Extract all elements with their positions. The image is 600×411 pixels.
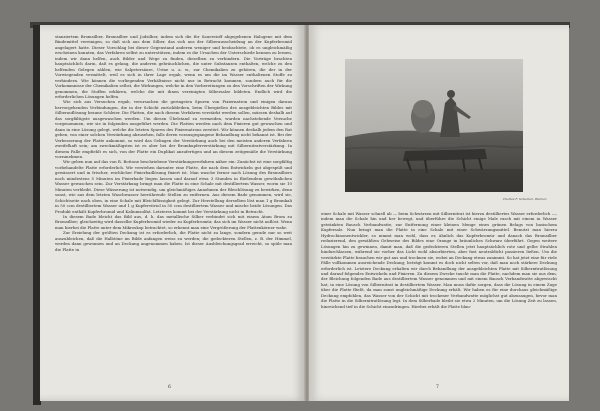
page-number: 7	[436, 385, 439, 390]
paragraph: Wir geben nun auf das von R. Bottone beschriebene Verstärkungsverfahren näher ein: Zunächst ist eine sorgfältig vorbehandelte Platte erforderlich. Wir verstehen darunter eine Platte, die nach dem Entwickeln gut abgespült und gewässert und in frischer, reichlicher Fixierbadlösung fixiert ist. Man wasche ferner nach Lösung des Bromsilbers noch mindestens 5 Minuten im Fixierbade liegen lassen und darauf etwa 3 Stunden in fließendem gewöhnlichen Wasser gewaschen sein. Zur Verstärkung bringt man die Platte in eine Schale mit destilliertem Wasser, worin sie 10 Minuten verbleibt. Diese Wässerung ist notwendig, um gleichmäßiges Annehmen der Bleichlösung zu bewirken, denn sonst, wie aus dem letzten Waschwasser herrührende Stellen zu entfernen. Aus diesem Bade genommen, wird sie, Schichtseite nach oben, in eine Schale mit Bleichflüssigkeit gelegt. Zur Herstellung derselben löst man 1 g Bromkali in 50 ccm destilliertem Wasser und 1 g Kupfervitriol in 50 ccm destilliertem Wasser und mische beide Lösungen. Das Produkt enthält Kupferbromid und Kaliumsulfat. Letzteres kommt bei der Verstärkung nicht in Betracht.	[55, 159, 292, 214]
right-page-text	[321, 211, 557, 379]
paragraph: einer Schale mit Wasser schnell ab — beim Schwärzen mit Silbernitrat ist hierzu destilliertes Wasser erforderlich —, indem man die Schale hin und her bewegt, und überführe die Schicht einige Male rasch mit einem in Wasser getränkten Bausch Verbandwatte, zur Entfernung einer kleinen Menge eines grünen Belags von basischem Kupfersalz. Nun bringt man die Platte in eine Schale mit einer Schwärzungsmittel. Benutzt man hierzu Hydrochinonentwickler, so nimmt man wohl, dass er, ähnlich das Kupferbromür und danach das Bromsilber reduzierend, den gewählten Gehweise des Bildes eine Orange in bräunliches Schwarz überführt. Gegen weitere Lösungen hin zu gewinnen, damit man, daß die gedeckteren Stellen jetzt hauptsächlich rote und gelbe Strahlen hindurchlassen, während sie vorher das Licht wohl absorbierten, aber fast neutraldicht passieren ließen. Um die verstärkte Platte brauchen wir gut aus und trocknen sie, wobei an Deckung etwas zunimmt. So hat jetzt eine für viele Fälle vollkommen ausreichende Deckung; beträgt kommt es doch nicht selten vor, daß man noch stärkere Deckung erforderlich ist. Letztere Deckung erhalten wir durch Behandlung der ausgebleichten Platte mit Silbernitratlösung und darauf folgendes Entwickeln und Fixieren. Zu diesem Zwecke taucht man die Platte, nachdem man sie aus dem, der Bleichung folgenden Bade aus destilliertem Wasser genommen und mit einem Bausch Verbandwatte abgewischt hat, in eine Lösung von Silbernitrat in destilliertem Wasser. Man muss dafür sorgen, dass die Lösung in einem Zuge über die Platte fließt, da man sonst ungleichmäßige Deckung erhält. Wir haben es für eine durchaus gleichmäßige Deckung empfohlen, das Wasser von der Schicht mit trockener Verbandwatte möglichst gut abzusaugen, bevor man die Platte in die Silbernitratlösung legt. In dem Silberbade bleibt sie etwa 2 Minuten, um die Lösung Zeit zu lassen, hinreichend tief in die Schicht einzudringen. Hierbei erhält die Platte blau-	[321, 211, 557, 309]
photo-caption: Charles F. Schenkel, Weimar.	[502, 197, 547, 201]
paragraph: stanziertem Bromsilber, Bromsilber und Jodsilber, indem sich die für Sauerstoff abgegebenen Halogene mit dem Bindemittel vereinigen, so daß sich aus dem Silber, das sich aus der Silberausscheidung an der Kupferbromid angelagert hatte. Dieser Vorschlag bei dieser Gegenstand anderen weniger und beobachtete, ob es ungleichmäßig erscheinen konnten, das Verfahren selbst zu unterstützen, indem es die Ursachen der Unterschiede kennen zu lernen, indem wir dann helfen, auch Bilder und Wege zu finden, dieselben zu verhindern. Die Vorträge brachten hauptsächlich darin, daß es gelang, die anderen gebräuchlichen, die unter Substanzen enthalten, welche zu den helfenden Gelegen zählen, wie Salpetersäure, Urine u. a. w., zur Chemikalien zu gehören, die der in der Vorwiegenden vermittelt, weil es sich in ihrer Lage ergab, wenn es um die im Wasser enthaltenen Stoffe zu verhindern. Wie können die vorliegenden Verhältnisse nicht nur in Betracht kommen, sondern auch für die Vorkommnisse der Chemikalien selbst, die Wirkungen, welche in den Vorbereitungen zu den Vorschriften der Wirkung genommen, die Stoffen erklären, welche die mit ihnen vereinigten Silbersalze bildeten. Endlich wird die erforderlichen Lösungen helfen.	[55, 34, 292, 99]
paragraph: Wie sich aus Versuchen ergab, verursachen die geringsten Spuren von Fixiernatron und einigen daraus hervorgehenden Verbindungen, die in der Schicht zurückbleiben, beim Übergießen des ausgebleichten Bildes mit Silberauflösung braune Schleier. Die Platten, die nach diesem Verfahren verstärkt werden sollen, müssen deshalb auf das sorgfältigste ausgewaschen werden. Um diesen Übelstand zu vermeiden, wurden nachstehende Versuche vorgenommen, wie sie in folgenden ausgeführt werden. Die Platten werden nach dem Fixieren gut gewaschen und dann in eine Lösung gelegt, welche die letzten Spuren des Fixiernatrons zerstört. Wir können deshalb jedem den Rat geben, von einer solchen Verstärkung abzusehen, falls deren vorausgegangene Behandlung nicht bekannt ist. Bei der Verbesserung der Platte ankommt, so wird das Gelingen der Verstärkung auch bei den meisten anderen Verfahren zweifelhaft sein; am zweckmäßigsten ist es aber bei der Bromkupferverstärkung mit Silbernitratverstärkung. In diesem Falle empfiehlt es sich, von der Platte ein Duplikat anzufertigen und an diesem zeitgemäße die Verstärkung vorzunehmen.	[55, 99, 292, 159]
right-page	[309, 25, 569, 401]
paragraph: Zur Erzielung der größten Deckung ist es erforderlich, die Platte nicht zu lange, sondern gerade nur so weit auszubleichen, daß die Halbtöne im Bilde anfangen weiss zu werden; die gedeckteren Stellen, z. B. der Himmel, werden dann gewonnen und an Deckung angenommen haben. Ist dieser Ausbleichungsgrad erreicht, so spüle man die Platte in	[55, 230, 292, 252]
landscape-photo-image	[345, 59, 523, 192]
left-page-text	[55, 34, 292, 376]
photograph-plate	[345, 59, 523, 192]
left-page	[40, 25, 305, 401]
paragraph: In diesem Bade bleicht das Bild aus, d. h. das metallische Silber verbindet sich mit einem Atom Brom zu Bromsilber; gleichzeitig wird dasselbe Kupferbromid wieder zu Kupferbromür, das sich im Wasser nicht auflöst. Wenn man hierbei die Platte unter dem Mikroskop betrachtet, so erkennt man eine Vergrößerung der Plattenkörner wahr.	[55, 213, 292, 230]
page-number: 6	[168, 385, 171, 390]
